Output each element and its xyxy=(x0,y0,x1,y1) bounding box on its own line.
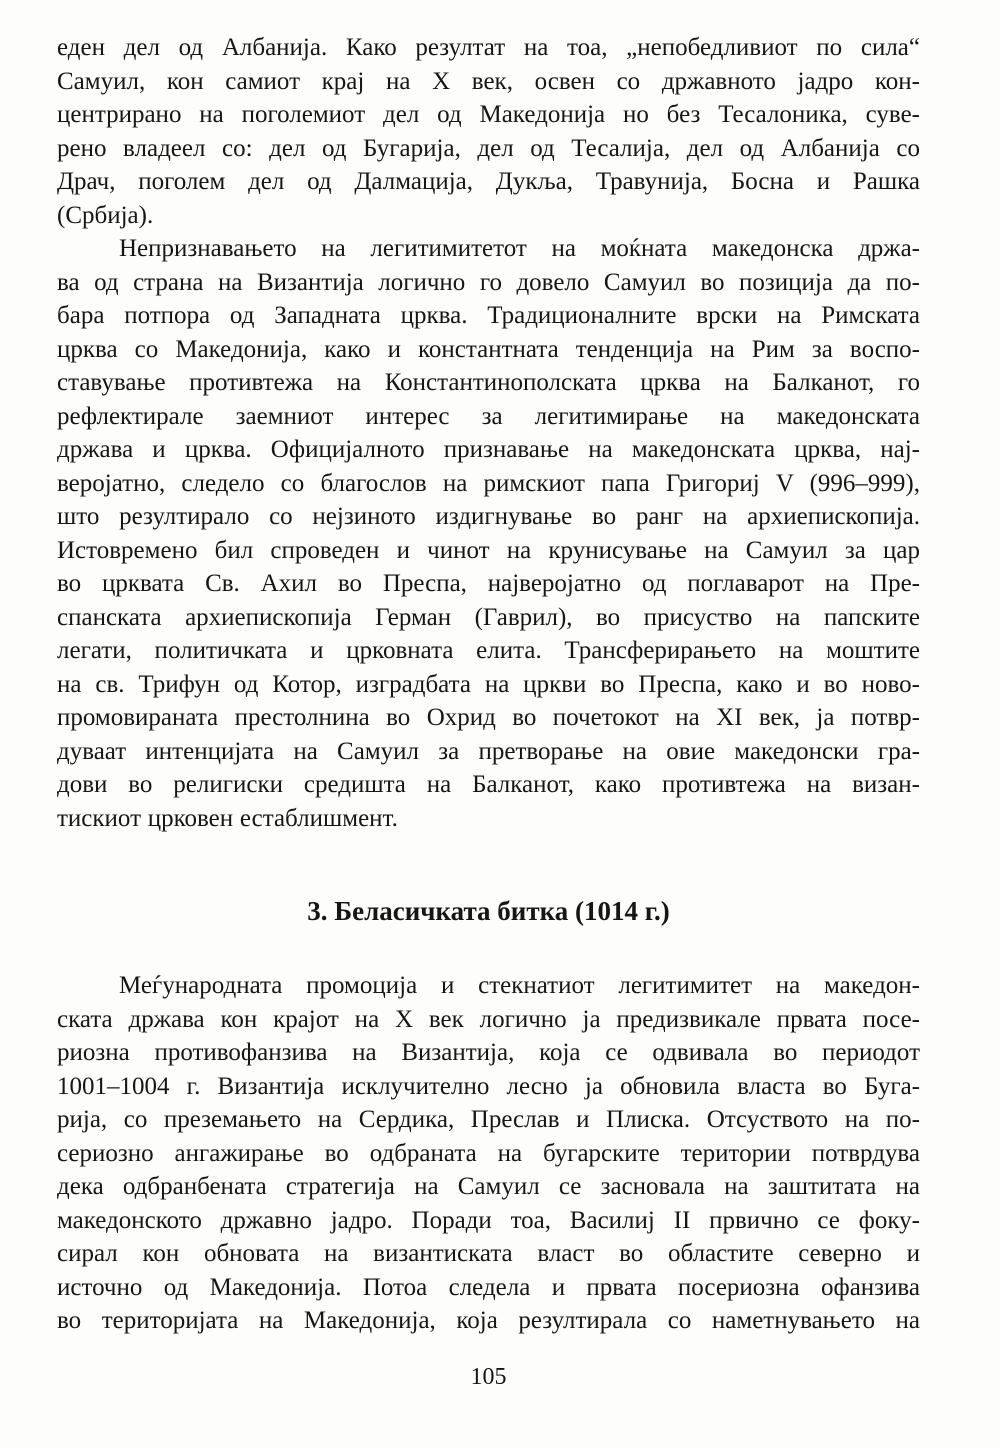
text-line: еден дел од Албанија. Како резултат на тоа, „непобедливиот по сила“ xyxy=(57,34,920,61)
section-heading: 3. Беласичката битка (1014 г.) xyxy=(307,896,670,926)
text-line: дови во религиски средишта на Балканот, како противтежа на визан- xyxy=(57,771,920,798)
text-line: Меѓународната промоција и стекнатиот легитимитет на македон- xyxy=(119,972,920,999)
text-line: Драч, поголем дел од Далмација, Дукља, Травунија, Босна и Рашка xyxy=(57,168,920,195)
text-line: црква со Македонија, како и константната тенденција на Рим за воспо- xyxy=(57,335,920,363)
text-line: риозна противофанзива на Византија, која се одвивала во периодот xyxy=(57,1039,920,1066)
text-line: рија, со преземањето на Сердика, Преслав и Плиска. Отсуството на по- xyxy=(57,1106,920,1133)
text-line: тискиот црковен естаблишмент. xyxy=(57,804,398,832)
text-line: ската држава кон крајот на X век логично ја предизвикале првата посе- xyxy=(57,1005,920,1033)
paragraph xyxy=(57,969,920,1338)
text-line: рефлектирале заемниот интерес за легитимирање на македонската xyxy=(57,402,920,430)
paragraph xyxy=(57,232,920,835)
text-line: Самуил, кон самиот крај на X век, освен со државното јадро кон- xyxy=(57,67,920,95)
text-line: држава и црква. Официјалното признавање на македонската црква, нај- xyxy=(57,436,920,463)
text-line: центрирано на поголемиот дел од Македонија но без Тесалоника, суве- xyxy=(57,101,920,128)
text-line: 1001–1004 г. Византија исклучително лесно ја обновила власта во Буга- xyxy=(57,1072,920,1100)
text-line: спанската архиепископија Герман (Гаврил), во присуство на папските xyxy=(57,603,920,631)
text-line: македонското државно јадро. Поради тоа, Василиј II првично се фоку- xyxy=(57,1206,920,1234)
text-line: ставување противтежа на Константинополската црква на Балканот, го xyxy=(57,369,920,396)
text-line: бара потпора од Западната црква. Традиционалните врски на Римската xyxy=(57,302,920,329)
text-line: сериозно ангажирање во одбраната на бугарските територии потврдува xyxy=(57,1139,920,1167)
text-line: промовираната престолнина во Охрид во почетокот на XI век, ја потвр- xyxy=(57,704,920,731)
text-line: дека одбранбената стратегија на Самуил се засновала на заштитата на xyxy=(57,1173,920,1200)
text-line: источно од Македонија. Потоа следела и првата посериозна офанзива xyxy=(57,1273,920,1301)
text-line: рено владеел со: дел од Бугарија, дел од Тесалија, дел од Албанија со xyxy=(57,134,920,162)
text-line: дуваат интенцијата на Самуил за претворање на овие македонски гра- xyxy=(57,737,920,765)
text-line: Истовремено бил спроведен и чинот на крунисување на Самуил за цар xyxy=(57,536,920,564)
text-line: во црквата Св. Ахил во Преспа, најверојатно од поглаварот на Пре- xyxy=(57,570,920,597)
text-line: (Србија). xyxy=(57,201,154,229)
paragraph-continuation xyxy=(57,31,920,232)
text-line: во територијата на Македонија, која резултирала со наметнувањето на xyxy=(57,1307,920,1334)
text-line: ва од страна на Византија логично го довело Самуил во позиција да по- xyxy=(57,268,920,296)
text-line: сирал кон обновата на византиската власт во областите северно и xyxy=(57,1240,920,1267)
text-line: веројатно, следело со благослов на римскиот папа Григориј V (996–999), xyxy=(57,469,920,497)
text-line: на св. Трифун од Котор, изградбата на цркви во Преспа, како и во ново- xyxy=(57,670,920,698)
text-line: легати, политичката и црковната елита. Трансферирањето на моштите xyxy=(57,637,920,664)
page-number: 105 xyxy=(470,1363,507,1390)
text-line: што резултирало со нејзиното издигнување во ранг на архиепископија. xyxy=(57,503,920,530)
text-line: Непризнавањето на легитимитетот на моќната македонска држа- xyxy=(119,235,920,262)
